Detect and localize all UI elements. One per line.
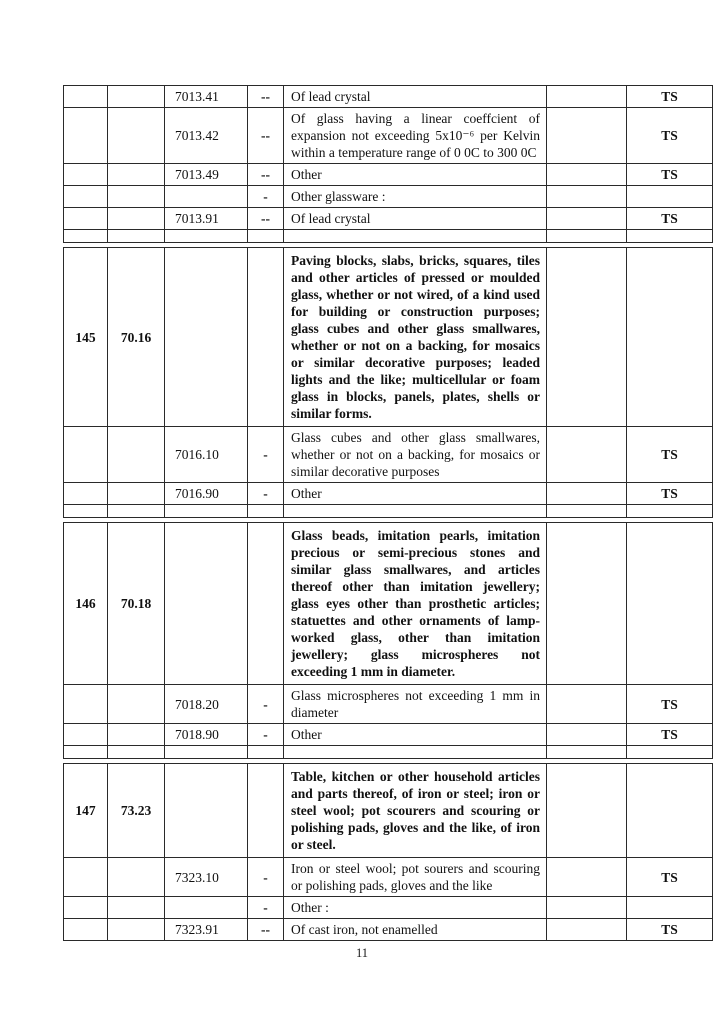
status-cell: TS xyxy=(627,164,713,186)
blank-cell xyxy=(627,230,713,243)
heading-cell xyxy=(108,164,165,186)
description-cell: Of glass having a linear coeffcient of expansion not exceeding 5x10⁻⁶ per Kelvin within a temperature range of 0 0C to 300 0C xyxy=(284,108,547,164)
table-row-section xyxy=(64,248,713,427)
dash-cell xyxy=(248,248,284,427)
blank-cell xyxy=(284,746,547,759)
serial-cell: 146 xyxy=(64,523,108,685)
table-row xyxy=(64,164,713,186)
tariff-table-block-4 xyxy=(63,763,713,941)
subheading-cell xyxy=(165,186,248,208)
subheading-cell: 7323.10 xyxy=(165,858,248,897)
heading-cell xyxy=(108,483,165,505)
description-cell: Glass beads, imitation pearls, imitation precious or semi-precious stones and similar glass smallwares, and articles thereof other than imitation jewellery; glass eyes other than prosthetic articles; statuettes and other ornaments of lamp-worked glass, other than imitation jewellery; glass microspheres not exceeding 1 mm in diameter. xyxy=(284,523,547,685)
blank-cell xyxy=(547,248,627,427)
blank-cell xyxy=(108,505,165,518)
heading-cell xyxy=(108,208,165,230)
dash-cell: - xyxy=(248,483,284,505)
status-cell: TS xyxy=(627,724,713,746)
blank-cell xyxy=(547,164,627,186)
status-cell: TS xyxy=(627,685,713,724)
serial-cell: 147 xyxy=(64,764,108,858)
subheading-cell: 7013.42 xyxy=(165,108,248,164)
blank-cell xyxy=(64,230,108,243)
subheading-cell xyxy=(165,764,248,858)
status-cell: TS xyxy=(627,483,713,505)
heading-cell xyxy=(108,858,165,897)
subheading-cell xyxy=(165,248,248,427)
blank-cell xyxy=(547,230,627,243)
blank-cell xyxy=(547,724,627,746)
blank-cell xyxy=(547,208,627,230)
blank-cell xyxy=(108,746,165,759)
table-row xyxy=(64,208,713,230)
dash-cell: -- xyxy=(248,108,284,164)
serial-cell xyxy=(64,208,108,230)
description-cell: Of lead crystal xyxy=(284,86,547,108)
description-cell: Of cast iron, not enamelled xyxy=(284,919,547,941)
description-cell: Glass microspheres not exceeding 1 mm in diameter xyxy=(284,685,547,724)
subheading-cell: 7013.41 xyxy=(165,86,248,108)
tariff-table-block-2 xyxy=(63,247,713,518)
status-cell: TS xyxy=(627,108,713,164)
subheading-cell: 7016.10 xyxy=(165,427,248,483)
heading-cell: 70.18 xyxy=(108,523,165,685)
subheading-cell: 7018.90 xyxy=(165,724,248,746)
blank-cell xyxy=(547,86,627,108)
description-cell: Other xyxy=(284,483,547,505)
blank-cell xyxy=(627,746,713,759)
blank-cell xyxy=(547,505,627,518)
description-cell: Other xyxy=(284,724,547,746)
heading-cell xyxy=(108,919,165,941)
description-cell: Other glassware : xyxy=(284,186,547,208)
blank-cell xyxy=(547,427,627,483)
blank-cell xyxy=(248,505,284,518)
table-row-section xyxy=(64,523,713,685)
serial-cell xyxy=(64,858,108,897)
dash-cell: - xyxy=(248,427,284,483)
blank-cell xyxy=(547,764,627,858)
table-row xyxy=(64,86,713,108)
description-cell: Other : xyxy=(284,897,547,919)
blank-cell xyxy=(165,505,248,518)
dash-cell xyxy=(248,764,284,858)
heading-cell xyxy=(108,685,165,724)
heading-cell xyxy=(108,186,165,208)
table-row xyxy=(64,186,713,208)
serial-cell xyxy=(64,724,108,746)
status-cell xyxy=(627,764,713,858)
blank-cell xyxy=(248,230,284,243)
serial-cell xyxy=(64,427,108,483)
dash-cell xyxy=(248,523,284,685)
blank-cell xyxy=(547,523,627,685)
subheading-cell: 7018.20 xyxy=(165,685,248,724)
subheading-cell xyxy=(165,523,248,685)
tariff-table-block-3 xyxy=(63,522,713,759)
blank-cell xyxy=(64,746,108,759)
blank-cell xyxy=(547,919,627,941)
serial-cell xyxy=(64,483,108,505)
description-cell: Other xyxy=(284,164,547,186)
table-row xyxy=(64,108,713,164)
description-cell: Paving blocks, slabs, bricks, squares, tiles and other articles of pressed or moulded glass, whether or not wired, of a kind used for building or construction purposes; glass cubes and other glass smallwares, whether or not on a backing, for mosaics or similar decorative purposes; leaded lights and the like; multicellular or foam glass in blocks, panels, plates, shells or similar forms. xyxy=(284,248,547,427)
blank-cell xyxy=(547,746,627,759)
heading-cell: 73.23 xyxy=(108,764,165,858)
serial-cell: 145 xyxy=(64,248,108,427)
blank-cell xyxy=(547,858,627,897)
dash-cell: -- xyxy=(248,86,284,108)
subheading-cell: 7013.49 xyxy=(165,164,248,186)
table-row xyxy=(64,897,713,919)
dash-cell: - xyxy=(248,186,284,208)
dash-cell: -- xyxy=(248,208,284,230)
serial-cell xyxy=(64,86,108,108)
dash-cell: -- xyxy=(248,919,284,941)
blank-cell xyxy=(248,746,284,759)
heading-cell xyxy=(108,897,165,919)
blank-cell xyxy=(547,685,627,724)
table-row xyxy=(64,724,713,746)
subheading-cell: 7323.91 xyxy=(165,919,248,941)
serial-cell xyxy=(64,108,108,164)
serial-cell xyxy=(64,919,108,941)
subheading-cell xyxy=(165,897,248,919)
subheading-cell: 7016.90 xyxy=(165,483,248,505)
status-cell: TS xyxy=(627,919,713,941)
blank-cell xyxy=(284,505,547,518)
page-number: 11 xyxy=(355,946,369,960)
status-cell xyxy=(627,523,713,685)
status-cell xyxy=(627,897,713,919)
description-cell: Iron or steel wool; pot sourers and scouring or polishing pads, gloves and the like xyxy=(284,858,547,897)
dash-cell: - xyxy=(248,685,284,724)
dash-cell: - xyxy=(248,897,284,919)
heading-cell xyxy=(108,427,165,483)
heading-cell xyxy=(108,724,165,746)
description-cell: Of lead crystal xyxy=(284,208,547,230)
blank-cell xyxy=(284,230,547,243)
table-row xyxy=(64,427,713,483)
table-row-section xyxy=(64,764,713,858)
spacer-row xyxy=(64,746,713,759)
heading-cell: 70.16 xyxy=(108,248,165,427)
blank-cell xyxy=(547,897,627,919)
spacer-row xyxy=(64,230,713,243)
serial-cell xyxy=(64,164,108,186)
status-cell xyxy=(627,186,713,208)
subheading-cell: 7013.91 xyxy=(165,208,248,230)
serial-cell xyxy=(64,897,108,919)
serial-cell xyxy=(64,685,108,724)
blank-cell xyxy=(165,746,248,759)
table-row xyxy=(64,919,713,941)
blank-cell xyxy=(547,186,627,208)
description-cell: Glass cubes and other glass smallwares, whether or not on a backing, for mosaics or similar decorative purposes xyxy=(284,427,547,483)
status-cell: TS xyxy=(627,427,713,483)
blank-cell xyxy=(547,483,627,505)
status-cell: TS xyxy=(627,86,713,108)
dash-cell: -- xyxy=(248,164,284,186)
status-cell xyxy=(627,248,713,427)
blank-cell xyxy=(547,108,627,164)
spacer-row xyxy=(64,505,713,518)
blank-cell xyxy=(165,230,248,243)
tariff-table xyxy=(63,85,712,945)
dash-cell: - xyxy=(248,724,284,746)
status-cell: TS xyxy=(627,858,713,897)
table-row xyxy=(64,858,713,897)
tariff-table-block-1 xyxy=(63,85,713,243)
table-row xyxy=(64,483,713,505)
serial-cell xyxy=(64,186,108,208)
heading-cell xyxy=(108,86,165,108)
table-row xyxy=(64,685,713,724)
heading-cell xyxy=(108,108,165,164)
blank-cell xyxy=(64,505,108,518)
blank-cell xyxy=(108,230,165,243)
status-cell: TS xyxy=(627,208,713,230)
blank-cell xyxy=(627,505,713,518)
dash-cell: - xyxy=(248,858,284,897)
description-cell: Table, kitchen or other household articles and parts thereof, of iron or steel; iron or steel wool; pot scourers and scouring or polishing pads, gloves and the like, of iron or steel. xyxy=(284,764,547,858)
